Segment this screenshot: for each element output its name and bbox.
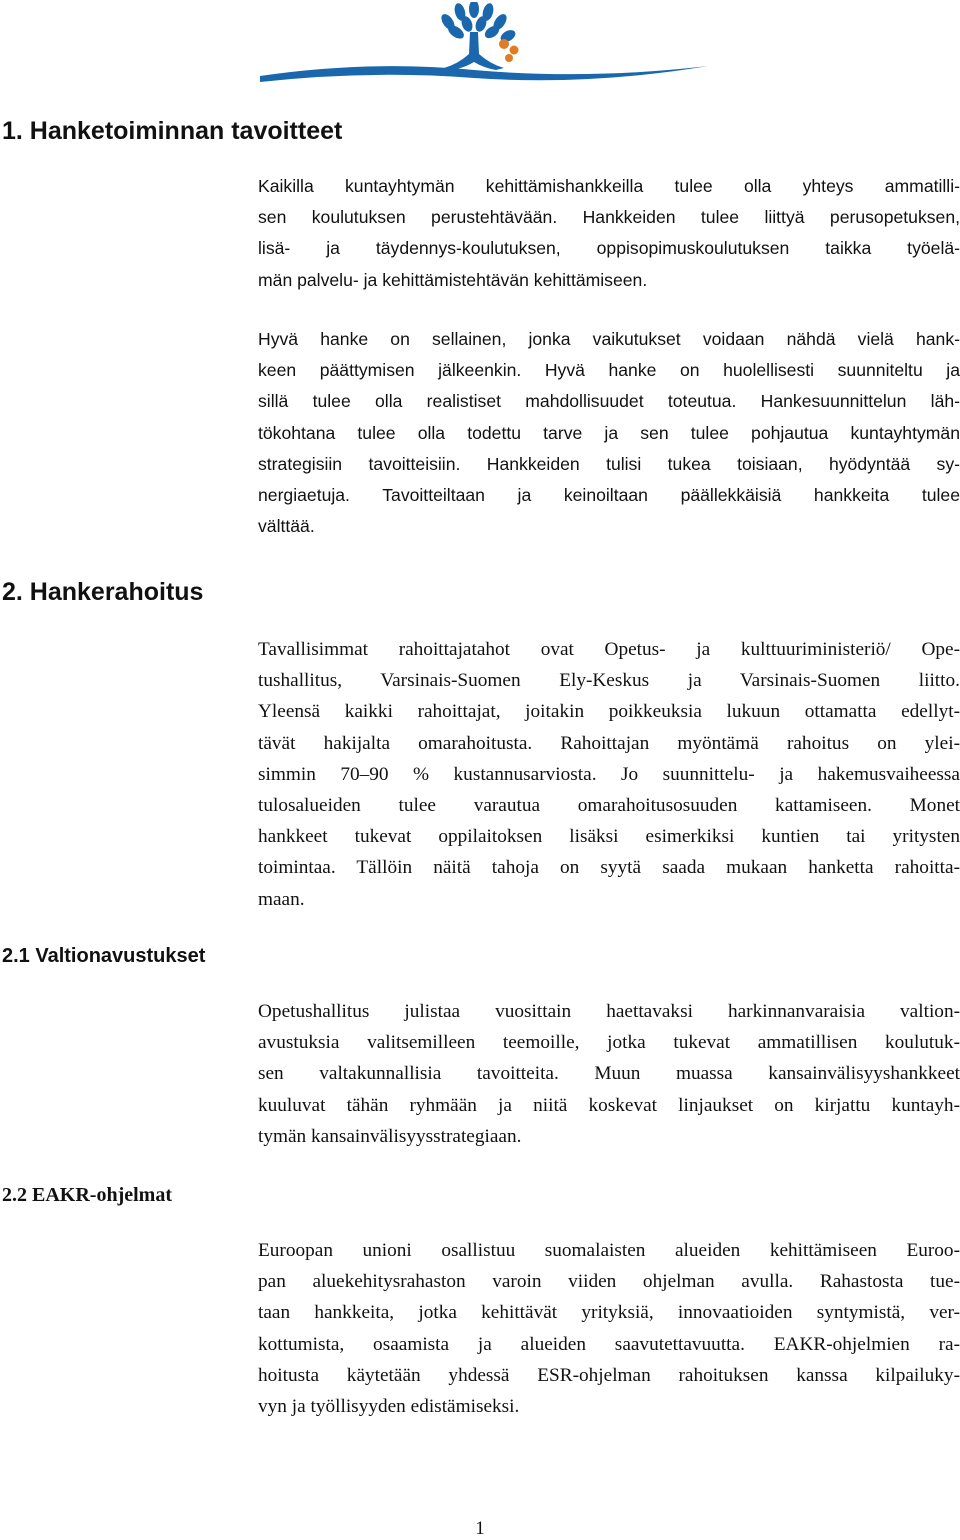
section-2-2-paragraph-1: Euroopan unioni osallistuu suomalaisten alueiden kehittämiseen Euroo- pan aluekehitysrahaston varoin viiden ohjelman avulla. Rahastosta tue- taan hankkeita, jotka kehittävät yrityksiä, innovaatioiden syntymistä, ver- kottumista, osaamista ja alueiden saavutettavuutta. EAKR-ohjelmien ra- hoitusta käytetään yhdessä ESR-ohjelman rahoituksen kanssa kilpailuky- vyn ja työllisyyden edistämiseksi. bbox=[258, 1240, 960, 1418]
section-2-heading: 2. Hankerahoitus bbox=[2, 578, 204, 606]
section-1-paragraph-2: Hyvä hanke on sellainen, jonka vaikutukset voidaan nähdä vielä hank- keen päättymisen jälkeenkin. Hyvä hanke on huolellisesti suunniteltu ja sillä tulee olla realistiset mahdollisuudet toteutua. Hankesuunnittelun läh- tökohtana tulee olla todettu tarve ja sen tulee pohjautua kuntayhtymän strategisiin tavoitteisiin. Hankkeiden tulisi tukea toisiaan, hyödyntää sy- nergiaetuja. Tavoitteiltaan ja keinoiltaan päällekkäisiä hankkeita tulee välttää. bbox=[258, 329, 960, 537]
section-2-1-paragraph-1: Opetushallitus julistaa vuosittain haettavaksi harkinnanvaraisia valtion- avustuksia valitsemilleen teemoille, jotka tukevat ammatillisen koulutuk- sen valtakunnallisia tavoitteita. Muun muassa kansainvälisyyshankkeet kuuluvat tähän ryhmään ja niitä koskevat linjaukset on kirjattu kuntayh- tymän kansainvälisyysstrategiaan. bbox=[258, 1001, 960, 1147]
section-2-paragraph-1: Tavallisimmat rahoittajatahot ovat Opetus- ja kulttuuriministeriö/ Ope- tushallitus, Varsinais-Suomen Ely-Keskus ja Varsinais-Suomen liitto. Yleensä kaikki rahoittajat, joitakin poikkeuksia lukuun ottamatta edellyt- tävät hakijalta omarahoitusta. Rahoittajan myöntämä rahoitus on ylei- simmin 70–90 % kustannusarviosta. Jo suunnittelu- ja hakemusvaiheessa tulosalueiden tulee varautua omarahoitusosuuden kattamiseen. Monet hankkeet tukevat oppilaitoksen lisäksi esimerkiksi kuntien tai yritysten toimintaa. Tällöin näitä tahoja on syytä saada mukaan hanketta rahoitta- maan. bbox=[258, 639, 960, 910]
section-1-paragraph-1: Kaikilla kuntayhtymän kehittämishankkeilla tulee olla yhteys ammatilli- sen koulutuksen perustehtävään. Hankkeiden tulee liittyä perusopetuksen, lisä- ja täydennys-koulutuksen, oppisopimuskoulutuksen taikka työelä- män palvelu- ja kehittämistehtävän kehittämiseen. bbox=[258, 176, 960, 290]
section-2-1-heading: 2.1 Valtionavustukset bbox=[2, 945, 206, 967]
page-number: 1 bbox=[475, 1518, 485, 1539]
section-1-heading: 1. Hanketoiminnan tavoitteet bbox=[2, 117, 343, 145]
section-2-2-heading: 2.2 EAKR-ohjelmat bbox=[2, 1184, 172, 1206]
tree-logo-icon bbox=[258, 2, 710, 90]
